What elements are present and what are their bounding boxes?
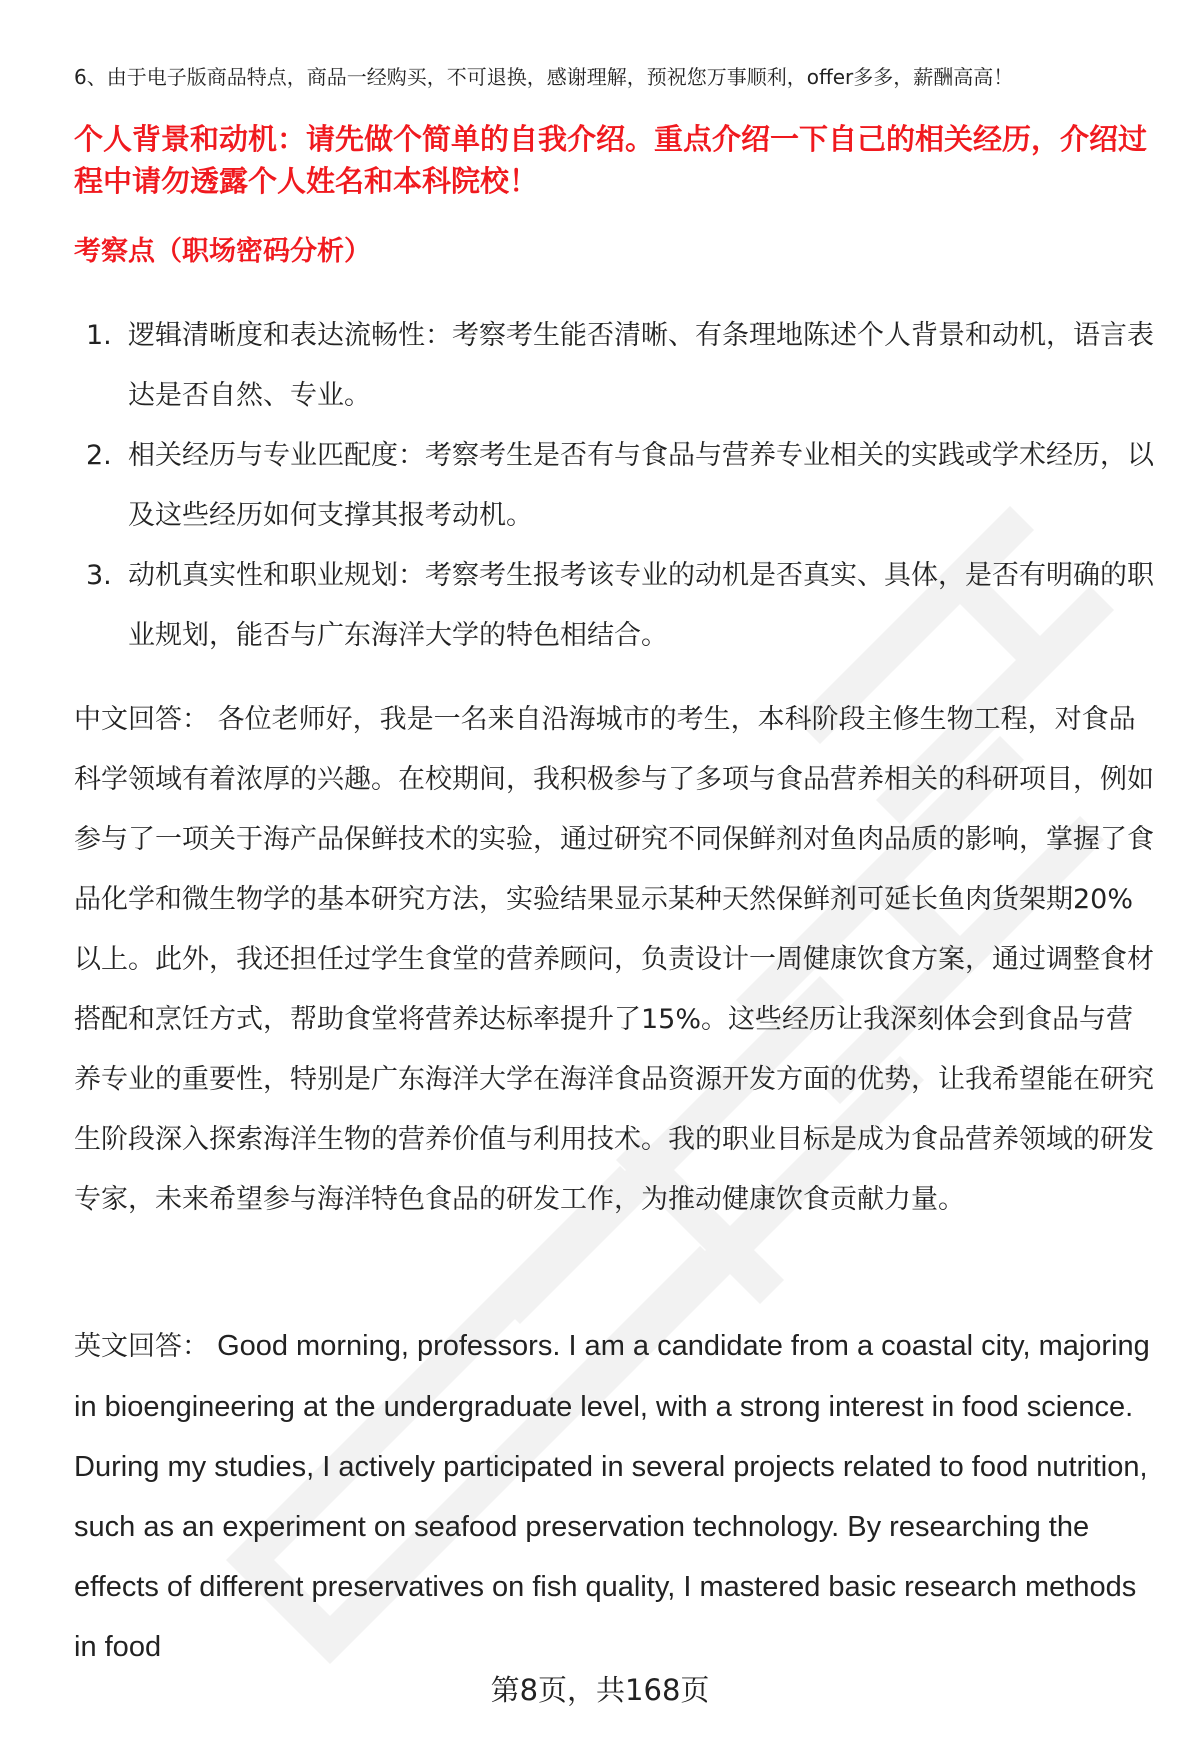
chinese-answer-label: 中文回答： [74,704,209,735]
assessment-points-list [74,306,1154,666]
assessment-heading: 考察点（职场密码分析） [74,236,371,267]
assessment-point [74,426,1154,546]
point-number: 1. [86,320,112,351]
page-footer: 第8页，共168页 [490,1673,710,1707]
english-answer-text: Good morning, professors. I am a candidate from a coastal city, majoring in bioengineering at the undergraduate level, with a strong interest in food science. During my studies, I actively participated in several projects related to food nutrition, such as an experiment on seafood preservation technology. By researching the effects of different preservatives on fish quality, I mastered basic research methods in food [74,1330,1150,1663]
english-answer-paragraph [74,1316,1154,1677]
point-text: 动机真实性和职业规划：考察考生报考该专业的动机是否真实、具体，是否有明确的职业规划，能否与广东海洋大学的特色相结合。 [128,560,1154,651]
assessment-point [74,546,1154,666]
point-number: 3. [86,560,112,591]
point-text: 逻辑清晰度和表达流畅性：考察考生能否清晰、有条理地陈述个人背景和动机，语言表达是否自然、专业。 [128,320,1154,411]
question-heading: 个人背景和动机：请先做个简单的自我介绍。重点介绍一下自己的相关经历，介绍过程中请勿透露个人姓名和本科院校！ [74,122,1148,198]
point-text: 相关经历与专业匹配度：考察考生是否有与食品与营养专业相关的实践或学术经历，以及这些经历如何支撑其报考动机。 [128,440,1154,531]
chinese-answer-text: 各位老师好，我是一名来自沿海城市的考生，本科阶段主修生物工程，对食品科学领域有着浓厚的兴趣。在校期间，我积极参与了多项与食品营养相关的科研项目，例如参与了一项关于海产品保鲜技术的实验，通过研究不同保鲜剂对鱼肉品质的影响，掌握了食品化学和微生物学的基本研究方法，实验结果显示某种天然保鲜剂可延长鱼肉货架期20%以上。此外，我还担任过学生食堂的营养顾问，负责设计一周健康饮食方案，通过调整食材搭配和烹饪方式，帮助食堂将营养达标率提升了15%。这些经历让我深刻体会到食品与营养专业的重要性，特别是广东海洋大学在海洋食品资源开发方面的优势，让我希望能在研究生阶段深入探索海洋生物的营养价值与利用技术。我的职业目标是成为食品营养领域的研发专家，未来希望参与海洋特色食品的研发工作，为推动健康饮食贡献力量。 [74,704,1154,1215]
assessment-point [74,306,1154,426]
english-answer-label: 英文回答： [74,1331,209,1362]
point-number: 2. [86,440,112,471]
chinese-answer-paragraph [74,690,1154,1230]
purchase-note: 6、由于电子版商品特点，商品一经购买，不可退换，感谢理解，预祝您万事顺利，offer多多，薪酬高高！ [74,65,1014,89]
